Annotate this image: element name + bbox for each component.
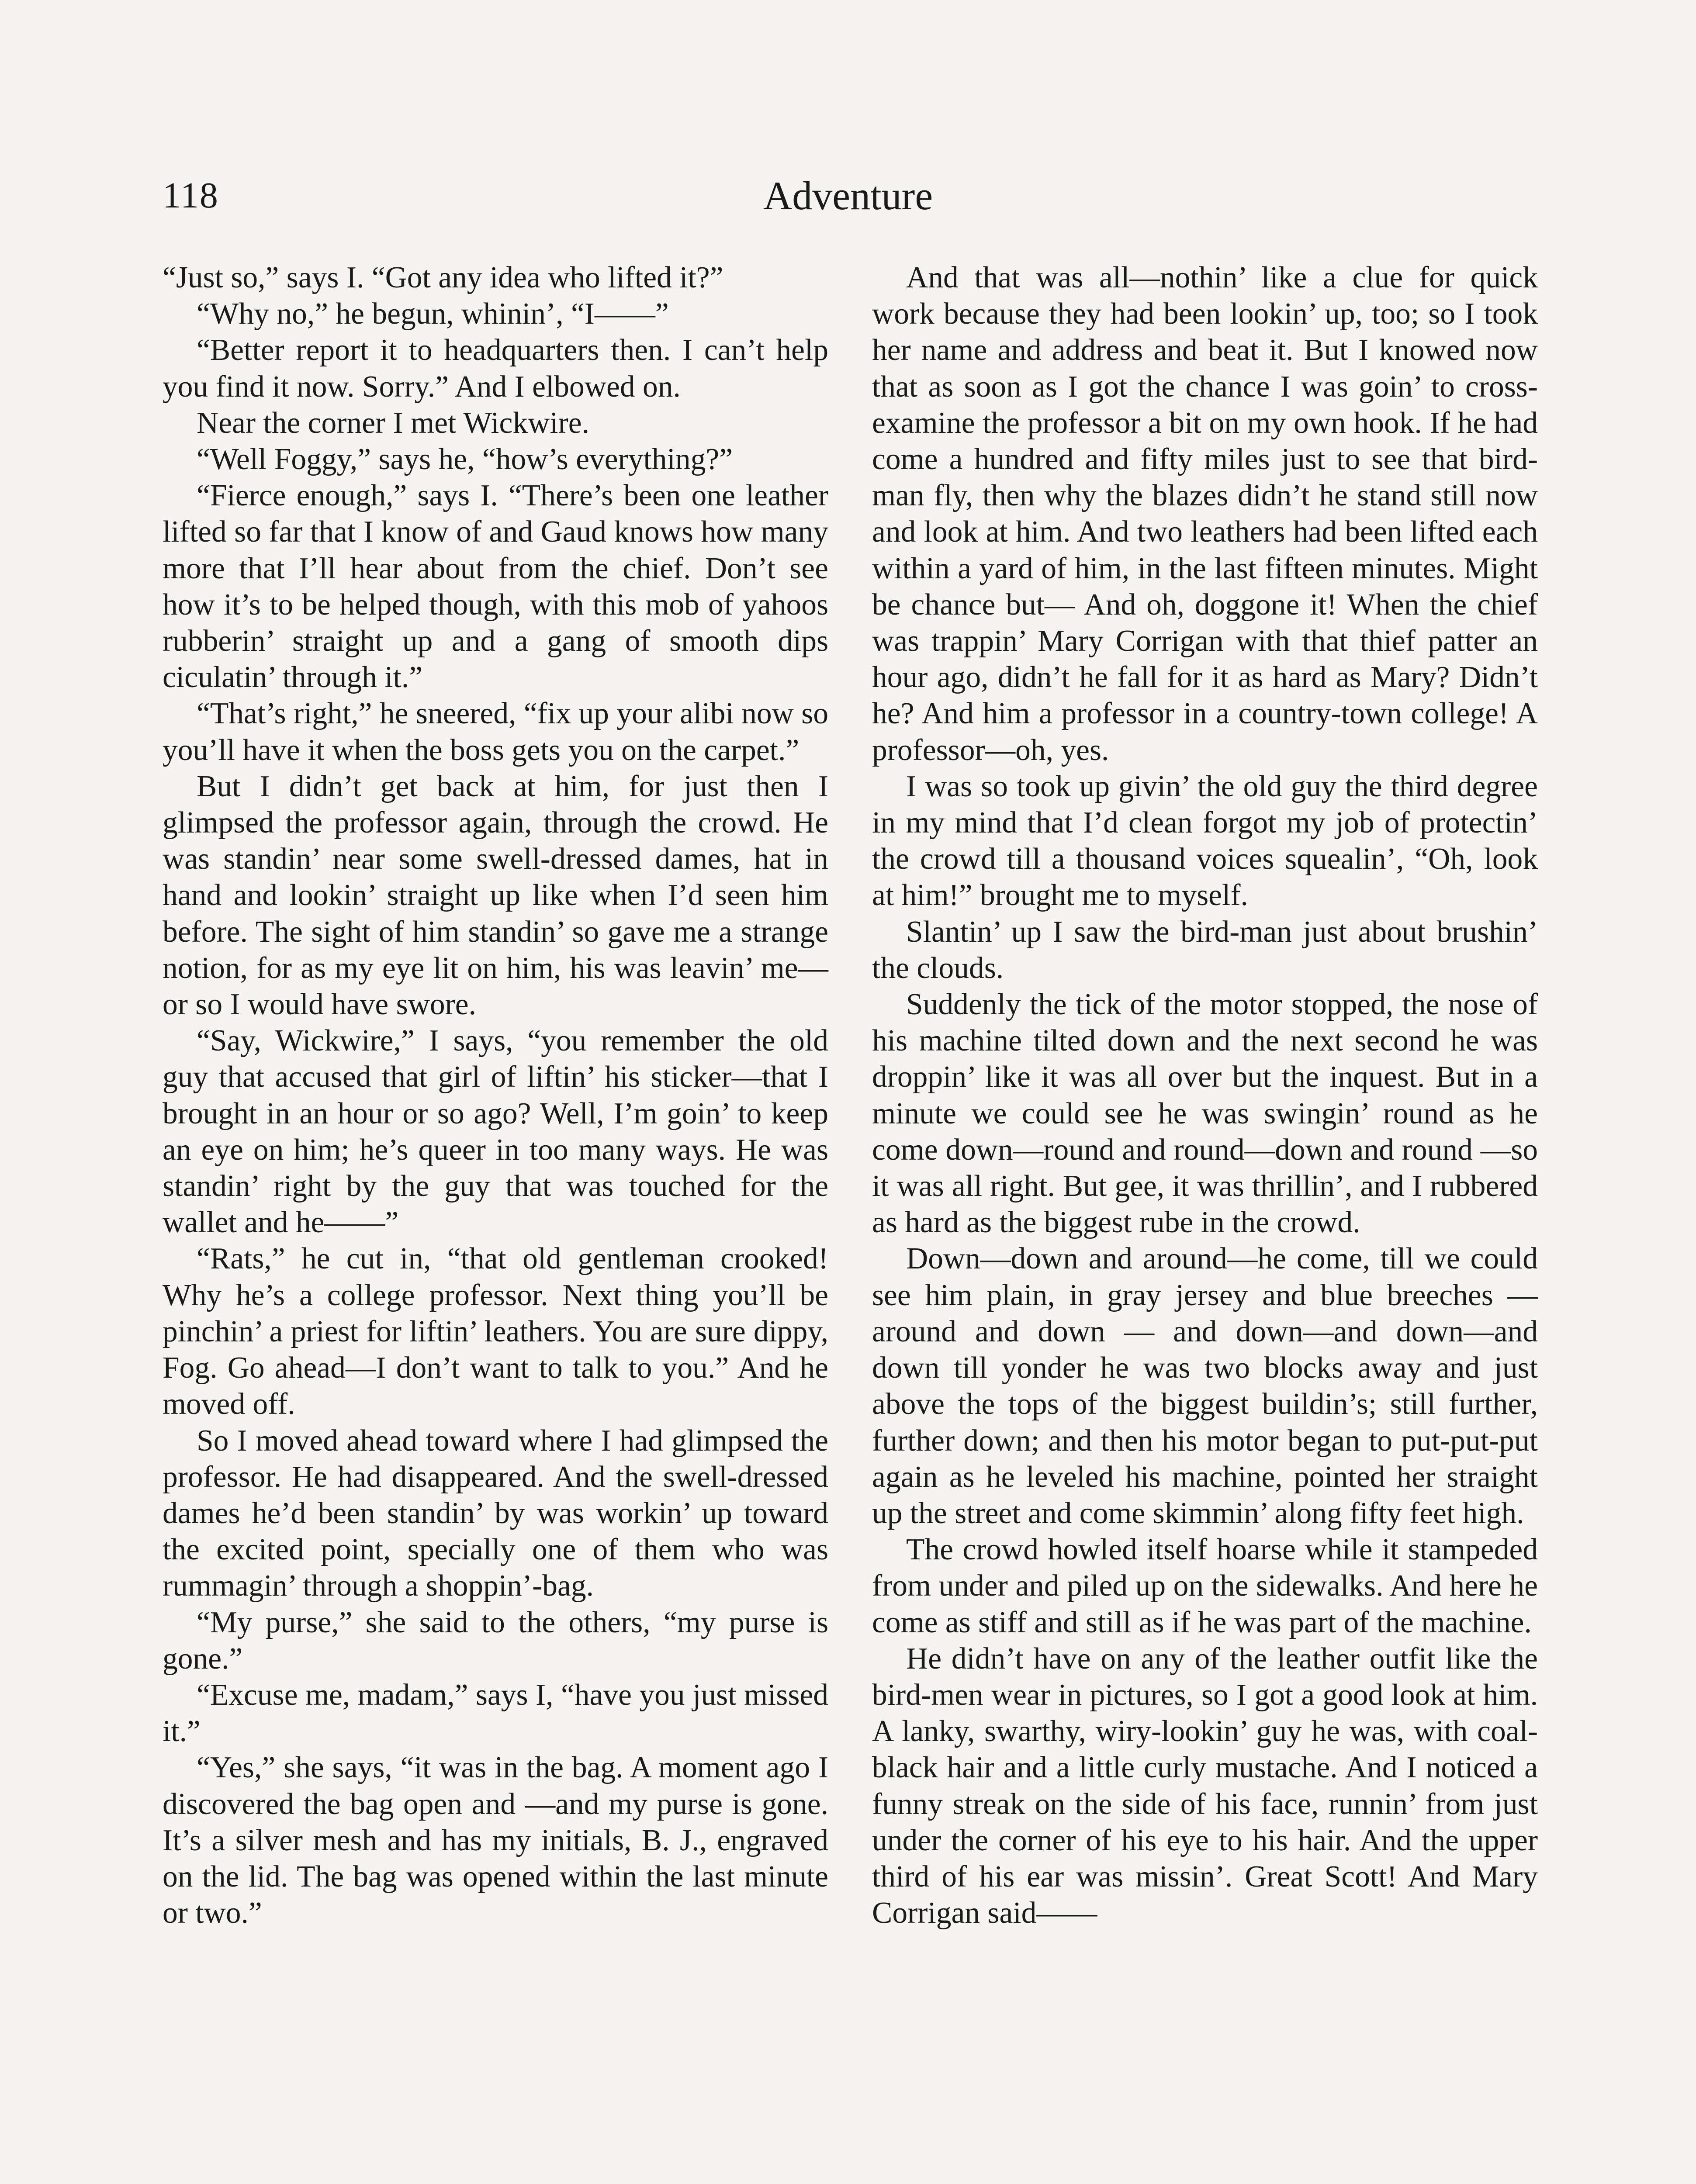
paragraph: “Yes,” she says, “it was in the bag. A moment ago I discovered the bag open and —and my purse is gone. It’s a silver mesh and has my initials, B. J., engraved on the lid. The bag was opened within the last minute or two.” <box>163 1751 828 1930</box>
paragraph: Down—down and around—he come, till we could see him plain, in gray jersey and blue breeches — around and down — and down—and down—and down till yonder he was two blocks away and just above the tops of the biggest buildin’s; still further, further down; and then his motor began to put-put-put again as he leveled his machine, pointed her straight up the street and come skimmin’ along fifty feet high. <box>872 1242 1538 1530</box>
paragraph: “My purse,” she said to the others, “my purse is gone.” <box>163 1605 828 1676</box>
paragraph: Suddenly the tick of the motor stopped, the nose of his machine tilted down and the next second he was droppin’ like it was all over but the inquest. But in a minute we could see he was swingin’ round as he come down—round and round—down and round —so it was all right. But gee, it was thrillin’, and I rubbered as hard as the biggest rube in the crowd. <box>872 988 1538 1240</box>
paragraph: “Just so,” says I. “Got any idea who lifted it?” <box>163 261 723 294</box>
paragraph: “Better report it to headquarters then. I can’t help you find it now. Sorry.” And I elbowed on. <box>163 333 828 404</box>
paragraph: “Well Foggy,” says he, “how’s everything?” <box>197 442 733 477</box>
running-head: Adventure <box>763 173 933 218</box>
right-text-column <box>872 259 1538 1931</box>
paragraph: “Why no,” he begun, whinin’, “I——” <box>197 297 669 331</box>
paragraph: “Excuse me, madam,” says I, “have you just missed it.” <box>163 1678 828 1749</box>
paragraph: I was so took up givin’ the old guy the third degree in my mind that I’d clean forgot my job of protectin’ the crowd till a thousand voices squealin’, “Oh, look at him!” brought me to myself. <box>872 769 1538 912</box>
paragraph: So I moved ahead toward where I had glimpsed the professor. He had disappeared. And the swell-dressed dames he’d been standin’ by was workin’ up toward the excited point, specially one of them who was rummagin’ through a shoppin’-bag. <box>163 1424 828 1603</box>
paragraph: Slantin’ up I saw the bird-man just about brushin’ the clouds. <box>872 915 1538 985</box>
paragraph: But I didn’t get back at him, for just then I glimpsed the professor again, through the crowd. He was standin’ near some swell-dressed dames, hat in hand and lookin’ straight up like when I’d seen him before. The sight of him standin’ so gave me a strange notion, for as my eye lit on him, his was leavin’ me—or so I would have swore. <box>163 769 828 1022</box>
paragraph: “That’s right,” he sneered, “fix up your alibi now so you’ll have it when the boss gets you on the carpet.” <box>163 697 828 767</box>
paragraph: “Fierce enough,” says I. “There’s been one leather lifted so far that I know of and Gaud knows how many more that I’ll hear about from the chief. Don’t see how it’s to be helped though, with this mob of yahoos rubberin’ straight up and a gang of smooth dips ciculatin’ through it.” <box>163 479 828 695</box>
left-text-column <box>163 259 828 1931</box>
page-number: 118 <box>163 175 219 216</box>
paragraph: And that was all—nothin’ like a clue for quick work because they had been lookin’ up, too; so I took her name and address and beat it. But I knowed now that as soon as I got the chance I was goin’ to cross-examine the professor a bit on my own hook. If he had come a hundred and fifty miles just to see that bird-man fly, then why the blazes didn’t he stand still now and look at him. And two leathers had been lifted each within a yard of him, in the last fifteen minutes. Might be chance but— And oh, doggone it! When the chief was trappin’ Mary Corrigan with that thief patter an hour ago, didn’t he fall for it as hard as Mary? Didn’t he? And him a professor in a country-town college! A professor—oh, yes. <box>872 261 1538 767</box>
paragraph: “Say, Wickwire,” I says, “you remember the old guy that accused that girl of liftin’ his sticker—that I brought in an hour or so ago? Well, I’m goin’ to keep an eye on him; he’s queer in too many ways. He was standin’ right by the guy that was touched for the wallet and he——” <box>163 1024 828 1240</box>
paragraph: He didn’t have on any of the leather outfit like the bird-men wear in pictures, so I got a good look at him. A lanky, swarthy, wiry-lookin’ guy he was, with coal-black hair and a little curly mustache. And I noticed a funny streak on the side of his face, runnin’ from just under the corner of his eye to his hair. And the upper third of his ear was missin’. Great Scott! And Mary Corrigan said—— <box>872 1641 1538 1930</box>
paragraph: Near the corner I met Wickwire. <box>197 406 589 440</box>
paragraph: “Rats,” he cut in, “that old gentleman crooked! Why he’s a college professor. Next thing you’ll be pinchin’ a priest for liftin’ leathers. You are sure dippy, Fog. Go ahead—I don’t want to talk to you.” And he moved off. <box>163 1242 828 1421</box>
paragraph: The crowd howled itself hoarse while it stampeded from under and piled up on the sidewalks. And here he come as stiff and still as if he was part of the machine. <box>872 1533 1538 1639</box>
